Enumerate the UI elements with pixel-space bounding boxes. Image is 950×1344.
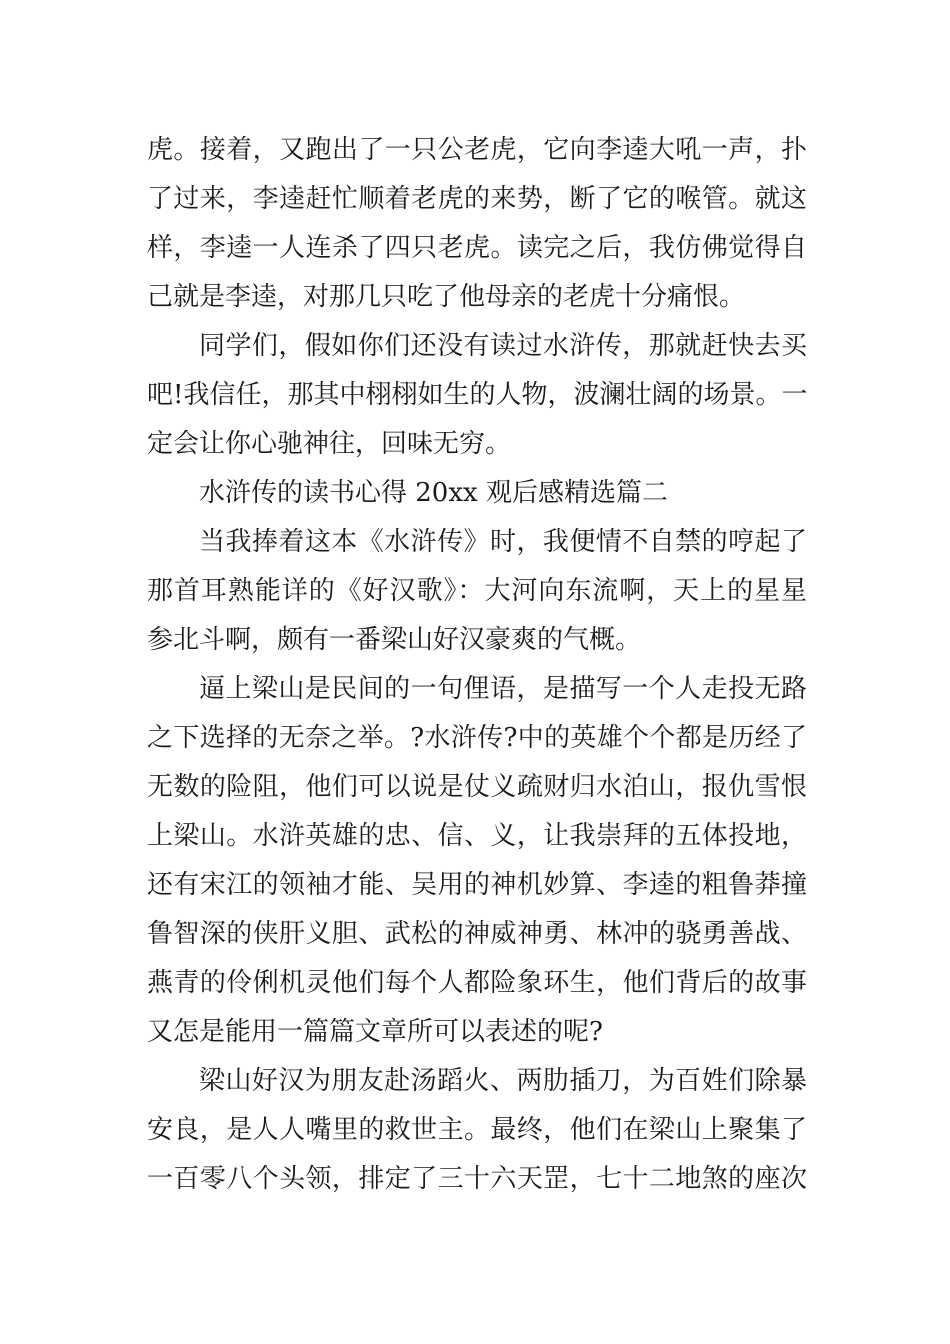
text-line: 之下选择的无奈之举。?水浒传?中的英雄个个都是历经了 (147, 723, 807, 753)
text-line: 参北斗啊，颇有一番梁山好汉豪爽的气概。 (147, 625, 642, 655)
text-line: 虎。接着，又跑出了一只公老虎，它向李逵大吼一声，扑 (147, 135, 807, 165)
text-line: 了过来，李逵赶忙顺着老虎的来势，断了它的喉管。就这 (147, 184, 807, 214)
document-body (147, 126, 807, 1204)
text-line: 吧!我信任，那其中栩栩如生的人物，波澜壮阔的场景。一 (147, 380, 808, 410)
text-line: 己就是李逵，对那几只吃了他母亲的老虎十分痛恨。 (147, 282, 746, 312)
text-line: 无数的险阻，他们可以说是仗义疏财归水泊山，报仇雪恨 (147, 772, 807, 802)
text-line: 安良，是人人嘴里的救世主。最终，他们在梁山上聚集了 (147, 1115, 807, 1145)
text-line: 逼上梁山是民间的一句俚语，是描写一个人走投无路 (199, 674, 807, 704)
text-line: 一百零八个头领，排定了三十六天罡，七十二地煞的座次 (147, 1164, 807, 1194)
text-line: 还有宋江的领袖才能、吴用的神机妙算、李逵的粗鲁莽撞 (147, 870, 807, 900)
text-line: 定会让你心驰神往，回味无穷。 (147, 429, 512, 459)
text-line: 上梁山。水浒英雄的忠、信、义，让我崇拜的五体投地， (147, 821, 807, 851)
text-line: 样，李逵一人连杀了四只老虎。读完之后，我仿佛觉得自 (147, 233, 807, 263)
text-line: 当我捧着这本《水浒传》时，我便情不自禁的哼起了 (199, 527, 807, 557)
text-line: 同学们，假如你们还没有读过水浒传，那就赶快去买 (199, 331, 807, 361)
text-line: 梁山好汉为朋友赴汤蹈火、两肋插刀，为百姓们除暴 (199, 1066, 807, 1096)
text-line: 那首耳熟能详的《好汉歌》：大河向东流啊，天上的星星 (147, 576, 807, 606)
text-line: 水浒传的读书心得 20xx 观后感精选篇二 (199, 478, 668, 508)
text-line: 燕青的伶俐机灵他们每个人都险象环生，他们背后的故事 (147, 968, 807, 998)
text-line: 又怎是能用一篇篇文章所可以表述的呢? (147, 1017, 603, 1047)
text-line: 鲁智深的侠肝义胆、武松的神威神勇、林冲的骁勇善战、 (147, 919, 807, 949)
